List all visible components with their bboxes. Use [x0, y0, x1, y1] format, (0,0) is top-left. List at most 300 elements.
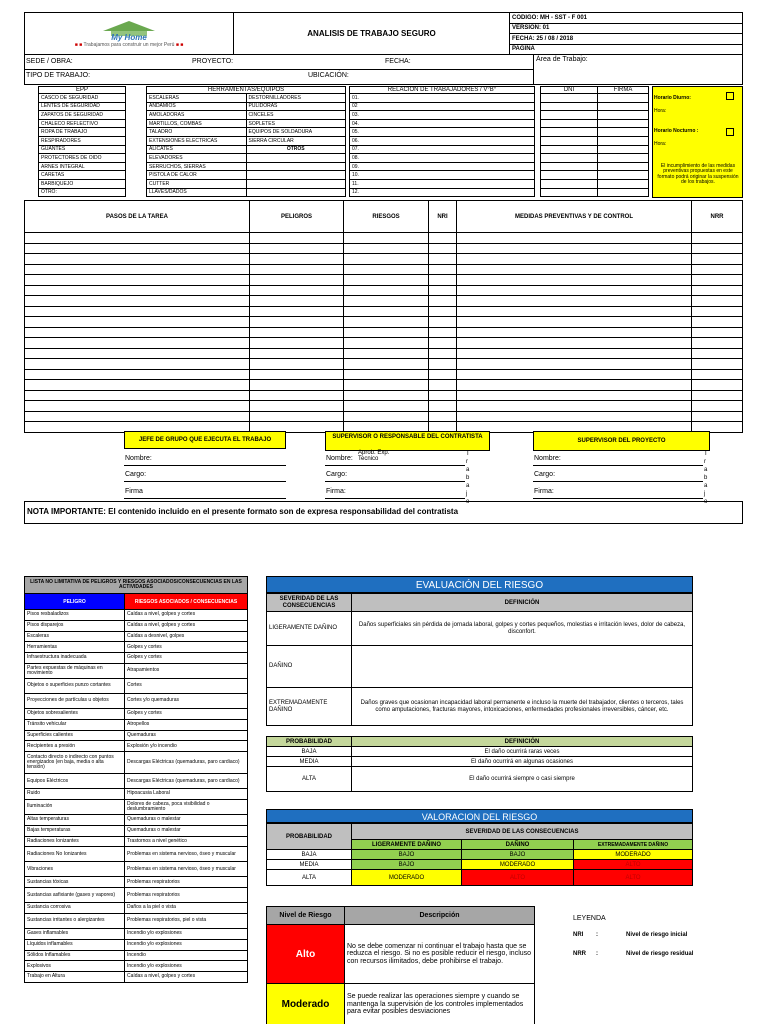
task-cell[interactable] — [344, 275, 429, 286]
task-cell[interactable] — [692, 233, 743, 244]
hazard-risk: Quemaduras o malestar — [125, 825, 248, 836]
hazard-risk: Descargas Eléctricas (quemaduras, paro cardiaco) — [125, 752, 248, 774]
dni-cell — [541, 94, 598, 103]
task-cell[interactable] — [692, 369, 743, 380]
task-cell[interactable] — [429, 359, 457, 370]
dni-cell — [541, 119, 598, 128]
task-cell[interactable] — [429, 275, 457, 286]
tool-item: EXTENSIONES ELECTRICAS — [147, 136, 247, 145]
valuation-cell: ALTO — [574, 860, 693, 870]
task-cell[interactable] — [457, 327, 692, 338]
hazard-risk: Golpes y cortes — [125, 642, 248, 653]
doc-page: PAGINA — [510, 44, 743, 55]
task-cell[interactable] — [344, 401, 429, 412]
task-cell[interactable] — [25, 306, 250, 317]
task-row — [25, 390, 743, 401]
task-cell[interactable] — [429, 264, 457, 275]
legend-nrr-sep: : — [596, 951, 598, 957]
levels-hdr-nivel: Nivel de Riesgo — [267, 907, 345, 925]
sig3-vertical-text: Trabajo — [704, 451, 708, 505]
hazard-name: Pisos disparejos — [25, 620, 125, 631]
tipo-label: TIPO DE TRABAJO: — [26, 72, 91, 79]
hazard-name: Sustancia corrosiva — [25, 903, 125, 914]
valuation-cell: MODERADO — [462, 860, 574, 870]
task-cell[interactable] — [250, 254, 344, 265]
task-cell[interactable] — [692, 285, 743, 296]
hazard-risk: Cortes y/o quemaduras — [125, 693, 248, 708]
night-schedule-label: Horario Nocturno : — [654, 128, 699, 134]
night-checkbox[interactable] — [726, 128, 734, 136]
area-label: Área de Trabajo: — [536, 56, 588, 63]
important-note: NOTA IMPORTANTE: El contenido incluido en el presente formato son de expresa responsabilidad del contratista — [24, 501, 743, 524]
tool-item: ANDAMIOS — [147, 102, 247, 111]
tool-item — [246, 179, 346, 188]
hazard-risk: Problemas respiratorios, piel o vista — [125, 913, 248, 928]
task-cell[interactable] — [250, 296, 344, 307]
hazard-name: Altas temperaturas — [25, 814, 125, 825]
legend-title: LEYENDA — [573, 915, 606, 922]
tool-item: ELEVADORES — [147, 154, 247, 163]
task-cell[interactable] — [692, 348, 743, 359]
header-table — [24, 12, 743, 55]
task-cell[interactable] — [344, 285, 429, 296]
sig1-nombre: Nombre: — [125, 455, 152, 462]
task-cell[interactable] — [25, 233, 250, 244]
hazard-name: Ruido — [25, 789, 125, 800]
level-alto: Alto — [267, 925, 345, 984]
epp-item: PROTECTORES DE OIDO — [39, 154, 126, 163]
probability-label: MEDIA — [267, 757, 352, 767]
task-header: NRR — [692, 201, 743, 233]
dni-header: DNI — [541, 87, 598, 94]
task-cell[interactable] — [250, 327, 344, 338]
tool-item — [246, 171, 346, 180]
task-cell[interactable] — [429, 401, 457, 412]
hazard-risk: Golpes y cortes — [125, 708, 248, 719]
epp-item: CASCO DE SEGURIDAD — [39, 94, 126, 103]
sig1-firma: Firma — [125, 488, 143, 495]
task-cell[interactable] — [457, 254, 692, 265]
hazard-risk: Caídas a nivel, golpes y cortes — [125, 972, 248, 983]
task-row — [25, 275, 743, 286]
tool-item: ESCALERAS — [147, 94, 247, 103]
firma-cell — [598, 119, 649, 128]
task-header: RIESGOS — [344, 201, 429, 233]
eval-def-header: DEFINICIÓN — [352, 594, 693, 612]
epp-item: ROPA DE TRABAJO — [39, 128, 126, 137]
sig2-nombre: Nombre: — [326, 455, 353, 462]
sig2-title: SUPERVISOR O RESPONSABLE DEL CONTRATISTA — [325, 431, 490, 451]
firma-cell — [598, 145, 649, 154]
task-cell[interactable] — [250, 275, 344, 286]
sig3-cargo: Cargo: — [534, 471, 556, 478]
firma-cell — [598, 128, 649, 137]
task-cell[interactable] — [429, 327, 457, 338]
sig2-firma: Firma: — [326, 488, 346, 495]
task-cell[interactable] — [25, 317, 250, 328]
task-row — [25, 380, 743, 391]
hazard-name: Explosivos — [25, 961, 125, 972]
task-cell[interactable] — [692, 243, 743, 254]
task-cell[interactable] — [457, 243, 692, 254]
task-cell[interactable] — [250, 359, 344, 370]
task-cell[interactable] — [457, 348, 692, 359]
task-cell[interactable] — [250, 411, 344, 422]
valuation-col-header: LIGERAMENTE DAÑINO — [352, 840, 462, 850]
dni-cell — [541, 128, 598, 137]
firma-cell — [598, 162, 649, 171]
task-cell[interactable] — [250, 348, 344, 359]
prob-def-header: DEFINICIÓN — [352, 737, 693, 747]
sig2-vertical-text: Trabajo — [466, 451, 470, 505]
worker-row: 08. — [350, 154, 535, 163]
task-cell[interactable] — [457, 401, 692, 412]
task-cell[interactable] — [25, 327, 250, 338]
levels-table — [266, 906, 535, 1024]
sig2-aprob: Aprob. Exp. Tecnico — [358, 450, 390, 463]
hazard-risk: Atrapamientos — [125, 663, 248, 678]
task-cell[interactable] — [344, 317, 429, 328]
hazards-table — [24, 576, 248, 983]
day-hour-label: Hora: — [654, 108, 667, 114]
task-cell[interactable] — [344, 327, 429, 338]
task-cell[interactable] — [344, 338, 429, 349]
task-cell[interactable] — [25, 254, 250, 265]
hazard-name: Sustancias tóxicas — [25, 877, 125, 888]
hazards-col2: RIESGOS ASOCIADOS / CONSECUENCIAS — [125, 594, 248, 610]
task-row — [25, 306, 743, 317]
tool-item: SOPLETES — [246, 119, 346, 128]
task-cell[interactable] — [457, 359, 692, 370]
probability-definition: El daño ocurrirá siempre o casi siempre — [352, 767, 693, 792]
epp-item: ZAPATOS DE SEGURIDAD — [39, 111, 126, 120]
legend — [573, 915, 723, 965]
task-cell[interactable] — [344, 306, 429, 317]
task-cell[interactable] — [692, 264, 743, 275]
fecha-label: FECHA: — [385, 58, 411, 65]
dni-cell — [541, 162, 598, 171]
task-cell[interactable] — [457, 275, 692, 286]
task-cell[interactable] — [692, 411, 743, 422]
task-cell[interactable] — [457, 306, 692, 317]
task-row — [25, 296, 743, 307]
sede-label: SEDE / OBRA: — [26, 58, 73, 65]
hazard-name: Sustancias asfixiante (gases y vapores) — [25, 888, 125, 903]
dni-cell — [541, 171, 598, 180]
valuation-cell: MODERADO — [574, 850, 693, 860]
task-cell[interactable] — [429, 296, 457, 307]
task-cell[interactable] — [429, 411, 457, 422]
hazard-risk: Problemas en sistema nervioso, óseo y muscular — [125, 862, 248, 877]
level-moderado-desc: Se puede realizar las operaciones siempre y cuando se mantenga la supervisión de los controles implementados para evitar posibles desviaciones — [345, 984, 535, 1024]
task-cell[interactable] — [344, 390, 429, 401]
val-prob-header: PROBABILIDAD — [267, 824, 352, 850]
task-cell[interactable] — [429, 317, 457, 328]
task-cell[interactable] — [344, 411, 429, 422]
valuation-title: VALORACION DEL RIESGO — [266, 809, 693, 823]
firma-cell — [598, 171, 649, 180]
task-cell[interactable] — [25, 401, 250, 412]
epp-header: EPP — [39, 87, 126, 94]
hazard-risk: Atropellos — [125, 719, 248, 730]
epp-item: GUANTES — [39, 145, 126, 154]
dni-cell — [541, 136, 598, 145]
tool-item — [246, 188, 346, 197]
hazard-risk: Quemaduras — [125, 730, 248, 741]
task-cell[interactable] — [250, 264, 344, 275]
hazard-risk: Incendio y/o explosiones — [125, 961, 248, 972]
task-cell[interactable] — [457, 380, 692, 391]
signature-block-3 — [533, 431, 710, 505]
tool-item: AMOLADORAS — [147, 111, 247, 120]
legend-nrr: NRR — [573, 951, 586, 957]
hazard-risk: Incendio y/o explosiones — [125, 928, 248, 939]
task-cell[interactable] — [344, 348, 429, 359]
hazard-risk: Problemas respiratorios — [125, 877, 248, 888]
task-cell[interactable] — [692, 306, 743, 317]
firma-cell — [598, 188, 649, 197]
task-cell[interactable] — [692, 390, 743, 401]
task-cell[interactable] — [25, 359, 250, 370]
task-cell[interactable] — [25, 264, 250, 275]
task-cell[interactable] — [692, 380, 743, 391]
task-cell[interactable] — [25, 285, 250, 296]
task-header: PASOS DE LA TAREA — [25, 201, 250, 233]
signature-block-2 — [325, 431, 490, 505]
task-cell[interactable] — [429, 348, 457, 359]
hazard-name: Proyecciones de partículas u objetos — [25, 693, 125, 708]
task-cell[interactable] — [25, 296, 250, 307]
task-cell[interactable] — [429, 254, 457, 265]
tool-item: LLAVES/DADOS — [147, 188, 247, 197]
probability-definition: El daño ocurrirá raras veces — [352, 747, 693, 757]
task-cell[interactable] — [344, 243, 429, 254]
task-header: MEDIDAS PREVENTIVAS Y DE CONTROL — [457, 201, 692, 233]
hazard-name: Sustancias irritantes o alergizantes — [25, 913, 125, 928]
hazard-name: Escaleras — [25, 631, 125, 642]
dni-cell — [541, 179, 598, 188]
probability-label: ALTA — [267, 767, 352, 792]
task-cell[interactable] — [250, 369, 344, 380]
hazard-name: Bajas temperaturas — [25, 825, 125, 836]
task-cell[interactable] — [344, 254, 429, 265]
firma-cell — [598, 94, 649, 103]
prob-header: PROBABILIDAD — [267, 737, 352, 747]
probability-table — [266, 736, 693, 792]
day-schedule-label: Horario Diurno: — [654, 95, 691, 101]
task-cell[interactable] — [429, 390, 457, 401]
hazard-name: Vibraciones — [25, 862, 125, 877]
worker-row: 02 — [350, 102, 535, 111]
task-table — [24, 200, 743, 433]
task-cell[interactable] — [344, 369, 429, 380]
valuation-cell: BAJO — [352, 850, 462, 860]
sig3-title: SUPERVISOR DEL PROYECTO — [533, 431, 710, 451]
day-checkbox[interactable] — [726, 92, 734, 100]
legend-nri: NRI — [573, 932, 584, 938]
task-row — [25, 243, 743, 254]
hazard-risk: Incendio y/o explosiones — [125, 939, 248, 950]
task-cell[interactable] — [25, 380, 250, 391]
task-cell[interactable] — [250, 338, 344, 349]
task-cell[interactable] — [457, 390, 692, 401]
tool-item: CUTTER — [147, 179, 247, 188]
valuation-cell: BAJO — [462, 850, 574, 860]
hazard-risk: Dolores de cabeza, poca visibilidad o deslumbramiento — [125, 799, 248, 814]
hazard-name: Iluminación — [25, 799, 125, 814]
task-row — [25, 411, 743, 422]
task-cell[interactable] — [250, 243, 344, 254]
task-cell[interactable] — [250, 401, 344, 412]
task-cell[interactable] — [344, 359, 429, 370]
task-cell[interactable] — [457, 338, 692, 349]
task-cell[interactable] — [250, 390, 344, 401]
valuation-row-label: BAJA — [267, 850, 352, 860]
task-row — [25, 348, 743, 359]
task-cell[interactable] — [692, 327, 743, 338]
task-cell[interactable] — [692, 296, 743, 307]
task-cell[interactable] — [250, 317, 344, 328]
logo-cell — [25, 13, 234, 55]
task-row — [25, 369, 743, 380]
doc-version: VERSION: 01 — [510, 23, 743, 34]
task-cell[interactable] — [25, 390, 250, 401]
task-cell[interactable] — [25, 275, 250, 286]
task-cell[interactable] — [457, 411, 692, 422]
sig1-title: JEFE DE GRUPO QUE EJECUTA EL TRABAJO — [124, 431, 286, 449]
legend-nri-sep: : — [596, 932, 598, 938]
task-cell[interactable] — [692, 317, 743, 328]
night-hour-label: Hora: — [654, 141, 667, 147]
task-cell[interactable] — [344, 296, 429, 307]
tool-item: PISTOLA DE CALOR — [147, 171, 247, 180]
hazard-risk: Daños a la piel o vista — [125, 903, 248, 914]
hazard-risk: Golpes y cortes — [125, 653, 248, 664]
task-cell[interactable] — [25, 243, 250, 254]
tool-item: OTROS — [246, 145, 346, 154]
hazard-name: Trabajo en Altura — [25, 972, 125, 983]
hazard-name: Gases inflamables — [25, 928, 125, 939]
task-header: PELIGROS — [250, 201, 344, 233]
level-moderado: Moderado — [267, 984, 345, 1024]
severity-label: EXTREMADAMENTE DAÑINO — [267, 688, 352, 726]
task-cell[interactable] — [692, 338, 743, 349]
task-cell[interactable] — [457, 264, 692, 275]
hazards-title: LISTA NO LIMITATIVA DE PELIGROS Y RIESGOS ASOCIADOS/CONSECUENCIAS EN LAS ACTIVIDADES — [25, 577, 248, 594]
hazard-name: Líquidos inflamables — [25, 939, 125, 950]
hazard-name: Objetos sobresalientes — [25, 708, 125, 719]
legend-nrr-desc: Nivel de riesgo residual — [626, 951, 694, 957]
task-cell[interactable] — [250, 306, 344, 317]
val-sev-header: SEVERIDAD DE LAS CONSECUENCIAS — [352, 824, 693, 840]
task-cell[interactable] — [692, 254, 743, 265]
task-cell[interactable] — [457, 369, 692, 380]
epp-item: BARBIQUEJO — [39, 179, 126, 188]
hazard-name: Tránsito vehicular — [25, 719, 125, 730]
worker-row: 11. — [350, 179, 535, 188]
task-cell[interactable] — [344, 233, 429, 244]
task-cell[interactable] — [250, 233, 344, 244]
evaluation-table — [266, 593, 693, 726]
firma-cell — [598, 136, 649, 145]
info-section — [24, 55, 743, 85]
task-cell[interactable] — [250, 380, 344, 391]
task-cell[interactable] — [692, 359, 743, 370]
hazard-risk: Caídas a nivel, golpes y cortes — [125, 620, 248, 631]
eval-sev-header: SEVERIDAD DE LAS CONSECUENCIAS — [267, 594, 352, 612]
hazard-name: Radiaciones Ionizantes — [25, 836, 125, 847]
doc-date: FECHA: 25 / 08 / 2018 — [510, 34, 743, 45]
severity-label: DAÑINO — [267, 646, 352, 688]
task-cell[interactable] — [429, 380, 457, 391]
schedule-box — [652, 86, 743, 198]
task-cell[interactable] — [25, 338, 250, 349]
sig2-cargo: Cargo: — [326, 471, 348, 478]
hazard-name: Sólidos Inflamables — [25, 950, 125, 961]
task-cell[interactable] — [25, 348, 250, 359]
task-cell[interactable] — [429, 243, 457, 254]
task-cell[interactable] — [429, 285, 457, 296]
task-cell[interactable] — [457, 317, 692, 328]
task-cell[interactable] — [344, 380, 429, 391]
task-cell[interactable] — [429, 233, 457, 244]
task-cell[interactable] — [692, 401, 743, 412]
dni-cell — [541, 154, 598, 163]
task-cell[interactable] — [429, 306, 457, 317]
task-cell[interactable] — [457, 285, 692, 296]
severity-label: LIGERAMENTE DAÑINO — [267, 612, 352, 646]
epp-item: RESPIRADORES — [39, 136, 126, 145]
task-cell[interactable] — [250, 285, 344, 296]
task-cell[interactable] — [25, 411, 250, 422]
hazard-name: Equipos Eléctricos — [25, 774, 125, 789]
task-cell[interactable] — [25, 369, 250, 380]
valuation-cell: BAJO — [352, 860, 462, 870]
hazard-risk: Hipoacusia Laboral — [125, 789, 248, 800]
hazard-risk: Caídas a nivel, golpes y cortes — [125, 610, 248, 621]
task-row — [25, 317, 743, 328]
valuation-cell: ALTO — [574, 870, 693, 886]
task-header: NRI — [429, 201, 457, 233]
task-cell[interactable] — [429, 369, 457, 380]
task-row — [25, 401, 743, 412]
tool-item: DESTORNILLADORES — [246, 94, 346, 103]
worker-row: 05. — [350, 128, 535, 137]
firma-cell — [598, 154, 649, 163]
tool-item: SERRUCHOS, SIERRAS — [147, 162, 247, 171]
worker-row: 06. — [350, 136, 535, 145]
task-cell[interactable] — [692, 275, 743, 286]
task-cell[interactable] — [429, 338, 457, 349]
sig3-firma: Firma: — [534, 488, 554, 495]
hazard-risk: Caídas a desnivel, golpes — [125, 631, 248, 642]
ubicacion-label: UBICACIÓN: — [308, 72, 349, 79]
hazards-col1: PELIGRO — [25, 594, 125, 610]
suspension-notice: El incumplimiento de las medidas preventivas propuestas en este formato podrá originar la suspensión de los trabajos. — [657, 163, 739, 185]
dni-cell — [541, 102, 598, 111]
epp-item: LENTES DE SEGURIDAD — [39, 102, 126, 111]
task-cell[interactable] — [457, 233, 692, 244]
task-cell[interactable] — [344, 264, 429, 275]
task-row — [25, 359, 743, 370]
hazard-name: Objetos o superficies punzo cortantes — [25, 678, 125, 693]
epp-item: OTRO: — [39, 188, 126, 197]
levels-hdr-desc: Descripción — [345, 907, 535, 925]
tool-item: ALICATES — [147, 145, 247, 154]
task-cell[interactable] — [457, 296, 692, 307]
firma-cell — [598, 179, 649, 188]
hazard-name: Superficies calientes — [25, 730, 125, 741]
